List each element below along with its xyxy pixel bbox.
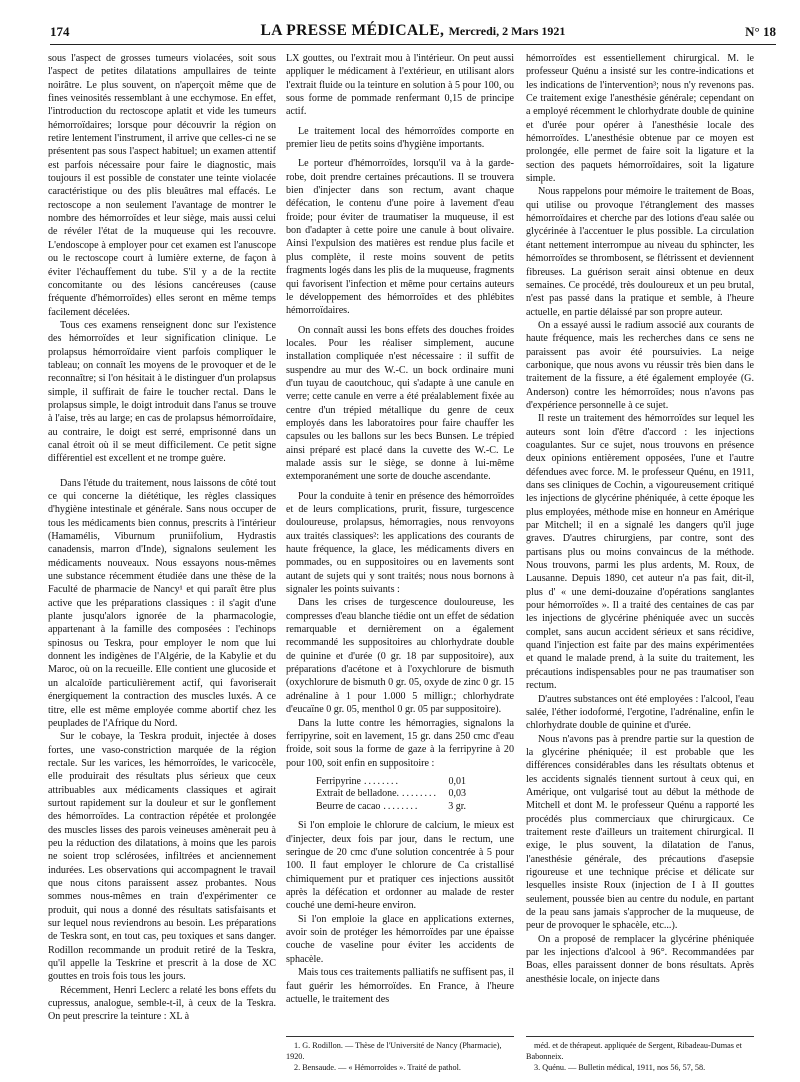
paragraph: Pour la conduite à tenir en présence des hémorroïdes et de leurs complications, prurit, fissure, turgescence douloureuse, prolapsus, hémorragies, nous renvoyons aux traités classiques²: les applications des courants de haute fréquence, la glace, les médicaments divers en pommades, ou en suppositoires ou en lavements sont autant de sujets qui y sont traités; nous nous bornons à signaler les points suivants : [286, 490, 514, 596]
footnote: 1. G. Rodillon. — Thèse de l'Université de Nancy (Pharmacie), 1920. [286, 1041, 502, 1061]
paragraph: Dans l'étude du traitement, nous laissons de côté tout ce qui concerne la diététique, les règles classiques d'hygiène intestinale et générale. Sans nous occuper de tous les médicaments bien connus, prescrits à l'intérieur (Hamamélis, Viburnum pruniifolium, Hydrastis canadensis, marron d'Inde), signalons seulement les médicaments nouveaux. Nous essayons nous-mêmes une substance récemment étudiée dans une thèse de la Faculté de pharmacie de Nancy¹ et qui paraît être plus active que les préparations classiques : il s'agit d'une plante jusqu'alors ignorée de la pharmacologie, appartenant à la famille des composées : l'echinops spinosus ou Teskra, pour employer le nom que lui donnent les indigènes de l'Algérie, de la Kabylie et du Maroc, où on la recueille. Elle contient une glucoside et un alcaloïde particulièrement actif, qui favoriserait énergiquement la contraction des muscles luxés. A ce titre, elle est même employée comme abortif chez les peuplades de l'Afrique du Nord. [48, 477, 276, 729]
paragraph: Dans la lutte contre les hémorragies, signalons la ferripyrine, soit en lavement, 15 gr. dans 250 cmc d'eau froide, soit sous la forme de gaze à la ferripyrine à 20 pour 100, soit enfin en suppositoire : [286, 717, 514, 769]
footnote: 3. Quénu. — Bulletin médical, 1911, nos 56, 57, 58. [534, 1063, 706, 1072]
paragraph: D'autres substances ont été employées : l'alcool, l'eau salée, l'éther iodoformé, l'ergotine, l'adrénaline, enfin le chlorhydrate double de quinine et d'urée. [526, 693, 754, 732]
paragraph: Sur le cobaye, la Teskra produit, injectée à doses fortes, une vaso-constriction marquée de la région rectale. Sur les varices, les hémorroïdes, le varicocèle, elle produirait des résultats plus sérieux que ceux attribuables aux médicaments classiques et agirait surtout rapidement sur la douleur et sur le gonflement des hémorroïdes. La contraction répétée et prolongée des muscles lisses des parois veineuses amènerait peu à peu la réduction des dilatations, à moins que les parois ne soient trop sclérosées, infiltrées et anciennement indurées. Les observations qui accompagnent le travail que nous citons paraissent assez probantes. Nous sommes nous-mêmes en train d'expérimenter ce produit, qui nous a donné des résultats satisfaisants et sur lequel nous reviendrons au besoin. Les préparations de Teskra sont, en tout cas, peu toxiques et sans danger. Rodillon recommande un produit retiré de la Teskra, qu'il appelle la Teskrine et prescrit à la dose de XC gouttes en trois fois tous les jours. [48, 731, 276, 983]
paragraph: Dans les crises de turgescence douloureuse, les compresses d'eau blanche tiédie ont un effet de sédation remarquable et dernièrement on a également recommandé les suppositoires au chlorhydrate double de quinine et d'urée (0 gr. 18 par suppositoire), aux préparations d'acétone et à l'oxychlorure de bismuth (oxychlorure de bismuth 0 gr. 05, oxyde de zinc 0 gr. 15 adrénaline à 1 pour 1.000 5 milligr.; chlorhydrate d'eucaïne 0 gr. 05, menthol 0 gr. 05 par suppositoire). [286, 597, 514, 716]
paragraph: Tous ces examens renseignent donc sur l'existence des hémorroïdes et leur signification clinique. Le prolapsus hémorroïdaire vient parfois compliquer le tableau; on connaît les moyens de le provoquer et de le reconnaître; si l'on hésitait à le distinguer d'un prolapsus simple, il suffirait de faire le toucher rectal. Dans le prolapsus simple, le doigt introduit dans l'anus se trouve à l'aise, très au large; en cas de prolapsus hémorroïdaire, au contraire, le doigt est serré, emprisonné dans un canal étroit où il se meut difficilement. Ce petit signe différentiel est excellent et ne trompe guère. [48, 319, 276, 465]
paragraph: Si l'on emploie la glace en applications externes, avoir soin de protéger les hémorroïdes par une épaisse couche de vaseline pour éviter les accidents de sphacèle. [286, 913, 514, 965]
formula-ingredient: Extrait de belladone. [316, 788, 400, 800]
paragraph: Mais tous ces traitements palliatifs ne suffisent pas, il faut guérir les hémorroïdes. En France, à l'heure actuelle, le traitement des [286, 967, 514, 1005]
issue-date: Mercredi, 2 Mars 1921 [448, 24, 566, 38]
formula-row [316, 801, 466, 814]
article-column-2 [286, 52, 514, 1042]
formula-row [316, 776, 466, 789]
paragraph: On a proposé de remplacer la glycérine phéniquée par les injections d'alcool à 96°. Recommandées par Boas, elles paraissent donner de bons résultats. Après anesthésie locale, on injecte dans [526, 933, 754, 985]
paragraph: sous l'aspect de grosses tumeurs violacées, soit sous l'aspect de petites dilatations ampullaires de teinte noirâtre. Le plus souvent, on n'aperçoit même que de fines veinosités ressemblant à une ecchymose. En effet, l'introduction du rectoscope aplatit et vide les tumeurs hémorroïdaires; lorsque pour découvrir la région on retire lentement l'instrument, il arrive que celles-ci ne se présentent pas sous l'aspect habituel; un examen attentif est parfois nécessaire pour faire le diagnostic, mais toujours il est possible de constater une teinte violacée caractéristique ou des plis bleuâtres mal effacés. Le rectoscope a non seulement l'avantage de montrer le nombre des hémorroïdes et leur siège, mais aussi celui de révéler l'état de la muqueuse qui les recouvre. L'endoscope à employer pour cet examen est l'anuscope ou le rectoscope court à lumière externe, de façon à éviter l'échauffement du tube. S'il y a de la rectite concomitante ou des lésions cancéreuses (cause fréquente d'hémorroïdes) elles seront en même temps facilement décelées. [48, 53, 276, 318]
suppository-formula [316, 776, 514, 814]
page-number: 174 [50, 24, 70, 39]
footnotes-column-2 [286, 1036, 514, 1073]
leader-dots: ........ [364, 775, 400, 787]
paragraph: Récemment, Henri Leclerc a relaté les bons effets du cupressus, analogue, semble-t-il, à ceux de la Teskra. On peut prescrire la teinture : XL à [48, 984, 276, 1023]
leader-dots: ........ [383, 800, 420, 812]
journal-title [50, 22, 776, 40]
paragraph: On a essayé aussi le radium associé aux courants de haute fréquence, mais les recherches dans ce sens ne paraissent pas avoir été poursuivies. La neige carbonique, que nous avons vu réussir très bien dans le traitement de la fissure, a été également employée (G. Anderson) contre les hémorroïdes; nous n'avons pas d'expérience personnelle à ce sujet. [526, 319, 754, 411]
paragraph: LX gouttes, ou l'extrait mou à l'intérieur. On peut aussi appliquer le médicament à l'extérieur, en utilisant alors l'extrait fluide ou la teinture en solution à 5 pour 100, ou sous forme de pommade renfermant 0,15 de principe actif. [286, 53, 514, 118]
footnote: méd. et de thérapeut. appliquée de Sergent, Ribadeau-Dumas et Babonneix. [526, 1041, 742, 1061]
formula-quantity: 0,03 [448, 788, 466, 800]
paragraph: Le porteur d'hémorroïdes, lorsqu'il va à la garde-robe, doit prendre certaines précautions. Il se trouvera bien d'injecter dans son rectum, avant chaque défécation, le contenu d'une poire à lavement d'eau froide; pour éviter de traumatiser la muqueuse, il est bon d'adapter à cette poire une canule à bout olivaire. Ainsi l'expulsion des matières est rendue plus facile et plus complète, il reste moins souvent de petits fragments logés dans les plis de la muqueuse, fragments qui favorisent l'infection et même pour certains auteurs le développement des hémorroïdes et des phlébites hémorroïdaires. [286, 158, 514, 317]
footnotes-column-3 [526, 1036, 754, 1073]
article-column-3 [526, 52, 754, 1042]
formula-ingredient: Beurre de cacao [316, 800, 381, 812]
leader-dots: ........ [402, 788, 439, 800]
page-header [50, 22, 776, 45]
paragraph: Nous n'avons pas à prendre partie sur la question de la glycérine phéniquée; il est probable que les différences considérables dans les résultats obtenus et les accidents signalés tiennent surtout à ceux qui, en Amérique, ont vulgarisé tout au début la méthode de Mitchell et dont M. le professeur Quénu a rapporté les procédés plus commerciaux que chirurgicaux. Ce traitement reste d'ailleurs un traitement chirurgical. Il exige, le plus souvent, la dilatation de l'anus, l'anesthésie générale, des précautions d'asepsie rigoureuse et une technique précise et délicate sur lesquelles insiste Roux (injection de I à II gouttes seulement, poussée bien au centre du nodule, en partant de la peau sans jamais s'approcher de la muqueuse, de peur de provoquer le sphacèle, etc...). [526, 733, 754, 932]
paragraph: Nous rappelons pour mémoire le traitement de Boas, qui utilise ou provoque l'étranglement des masses hémorroïdaires et cherche par des lotions d'eau salée ou glycérinée à l'accentuer le plus possible. La circulation étant nettement interrompue au niveau du sphincter, les hémorroïdes se thrombosent, se flétrissent et deviennent fibreuses. La guérison serait ainsi obtenue en deux semaines. Ce procédé, très douloureux et un peu brutal, n'est pas passé dans la pratique et semble, à l'heure actuelle, en partie délaissé par son propre auteur. [526, 186, 754, 318]
issue-number: N° 18 [745, 24, 776, 39]
paragraph: hémorroïdes est essentiellement chirurgical. M. le professeur Quénu a insisté sur les contre-indications et les indications de l'intervention³; nous n'y revenons pas. Ce traitement exige l'anesthésie générale; cependant on a employé récemment le chlorhydrate double de quinine et d'urée pour opérer à l'anesthésie locale des hémorroïdes. L'anesthésie obtenue par ce moyen est prolongée, elle permet de faire soit la ligature et la section des paquets hémorroïdaires, soit la ligature simple. [526, 53, 754, 185]
paragraph: Il reste un traitement des hémorroïdes sur lequel les auteurs sont loin d'être d'accord : les injections coagulantes. Sur ce sujet, nous trouvons en présence deux opinions entièrement opposées, l'une et l'autre défendues avec force. M. le professeur Quénu, en 1911, dans ses cliniques de Cochin, a vigoureusement critiqué les injections de glycérine phéniquée, à cette époque les plus employées, méthode mise en honneur en Amérique par Mitchell; il en a signalé les dangers qu'il juge graves. D'autres chirurgiens, par contre, sont des partisans plus ou moins convaincus de la méthode. Nous trouvons, parmi les plus ardents, M. Roux, de Lausanne. Depuis 1890, cet auteur n'a pas fait, dit-il, plus d' « une demi-douzaine d'opérations sanglantes pour hémorroïdes ». Il a traité des centaines de cas par les injections de glycérine phéniquée avec un succès complet, sans aucun accident sérieux et sans récidive, quand l'injection est faite par des mains expérimentées et quand le malade prend, à la suite du traitement, les précautions indispensables pour ne pas traumatiser son rectum. [526, 413, 754, 692]
journal-name: LA PRESSE MÉDICALE, [260, 22, 445, 39]
paragraph: On connaît aussi les bons effets des douches froides locales. Pour les réaliser simplement, aucune installation compliquée n'est nécessaire : il suffit de suspendre au mur des W.-C. un bock ordinaire muni d'un tuyau de caoutchouc, qui s'adapte à une canule en verre; cette canule en verre a été préalablement fixée au centre d'un trépied métallique du genre de ceux employés dans les laboratoires pour faire chauffer les capsules ou les ballons sur les becs Bunsen. Le trépied ainsi préparé est placé dans la cuvette des W.-C. Le malade assis sur le siège, se donne à lui-même extemporanément une sorte de douche ascendante. [286, 324, 514, 483]
formula-quantity: 3 gr. [448, 800, 466, 812]
formula-ingredient: Ferripyrine [316, 775, 361, 787]
paragraph: Le traitement local des hémorroïdes comporte en premier lieu de petits soins d'hygiène importants. [286, 125, 514, 151]
article-column-1 [48, 52, 276, 1068]
formula-quantity: 0,01 [448, 775, 466, 787]
footnote: 2. Bensaude. — « Hémorroïdes ». Traité de pathol. [294, 1063, 461, 1072]
paragraph: Si l'on emploie le chlorure de calcium, le mieux est d'injecter, deux fois par jour, dans le rectum, une seringue de 20 cmc d'une solution concentrée à 5 pour 100. Il faut employer le chlorure de Ca cristallisé chimiquement pur et pratiquer ces injections aussitôt après la défécation et ordonner au malade de rester couché une demi-heure environ. [286, 820, 514, 912]
formula-row [316, 788, 466, 801]
